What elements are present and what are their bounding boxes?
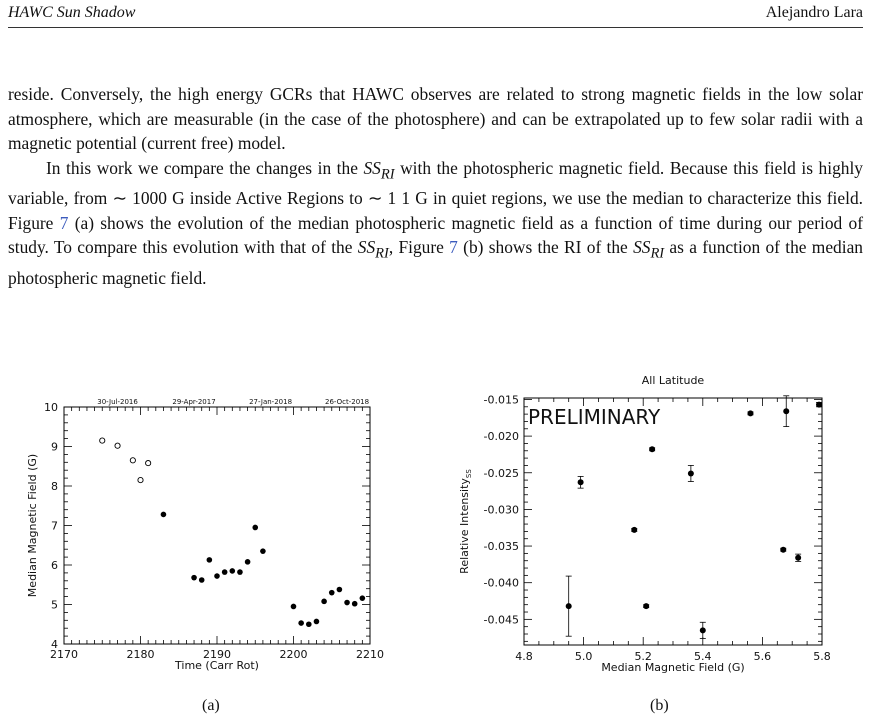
data-point	[191, 575, 197, 581]
data-point	[631, 527, 637, 533]
data-point	[780, 547, 786, 553]
x-tick-label: 5.6	[753, 650, 772, 663]
data-point	[230, 568, 236, 574]
y-tick-label: -0.015	[483, 393, 519, 407]
y-tick-label: -0.045	[483, 613, 519, 627]
data-point	[222, 569, 228, 575]
x-axis-label: Time (Carr Rot)	[175, 659, 259, 672]
data-point	[688, 470, 694, 476]
top-date-label: 26-Oct-2018	[325, 398, 370, 406]
x-tick-label: 2180	[126, 648, 155, 661]
top-date-label: 27-Jan-2018	[249, 398, 293, 406]
y-tick-label: -0.035	[483, 540, 519, 554]
data-point	[783, 408, 789, 414]
symbol-sub: RI	[375, 245, 389, 262]
data-point	[321, 599, 327, 605]
data-point	[260, 548, 266, 554]
text-run: In this work we compare the changes in the	[46, 157, 364, 178]
text-run: , Figure	[388, 237, 450, 258]
symbol-sub: RI	[380, 165, 395, 182]
data-point	[578, 479, 584, 485]
data-point	[700, 627, 706, 633]
text-run: as a function of the median photospheric magnetic field.	[8, 237, 863, 289]
y-tick-label: 6	[51, 559, 58, 572]
data-point	[252, 525, 258, 531]
y-tick-label: 4	[51, 638, 58, 651]
y-tick-label: -0.030	[483, 503, 519, 517]
paragraph-1: reside. Conversely, the high energy GCRs that HAWC observes are related to strong magnetic fields in the low solar atmosphere, which are measurable (in the case of the photosphere) and can be extrapolated up to few solar radii with a magnetic potential (current free) model.	[8, 84, 863, 153]
symbol-base: SS	[633, 237, 651, 258]
x-tick-label: 5.0	[574, 650, 593, 663]
data-point	[566, 603, 572, 609]
running-header-right: Alejandro Lara	[765, 4, 863, 21]
chart-title: All Latitude	[641, 374, 705, 387]
y-tick-label: 7	[51, 519, 58, 533]
x-axis-label: Median Magnetic Field (G)	[601, 661, 745, 674]
text-run: (a) shows the evolution of the median photospheric magnetic field as a function of time during our period of study. To compare this evolution with that of the	[8, 212, 863, 258]
y-axis-label-sub: SS	[465, 469, 473, 479]
data-point	[298, 620, 304, 626]
running-header-left: HAWC Sun Shadow	[8, 4, 136, 21]
data-point-open	[146, 460, 151, 465]
data-point	[199, 577, 205, 583]
y-tick-label: 5	[51, 598, 58, 612]
y-tick-label: -0.020	[483, 430, 519, 444]
y-tick-label: 10	[44, 401, 58, 414]
x-tick-label: 5.2	[634, 650, 652, 663]
data-point	[337, 587, 343, 593]
symbol-base: SS	[363, 157, 381, 178]
x-tick-label: 2190	[203, 648, 231, 661]
data-point	[161, 512, 167, 518]
y-axis-label: Relative Intensity$_{SS}$	[458, 469, 473, 574]
data-point	[795, 555, 801, 561]
data-point	[352, 601, 358, 607]
data-point	[643, 603, 649, 609]
symbol-base: SS	[357, 237, 376, 258]
data-point	[329, 590, 335, 596]
x-tick-label: 2210	[356, 648, 384, 661]
data-point	[207, 557, 213, 563]
data-point	[747, 410, 753, 416]
x-tick-label: 5.8	[813, 650, 831, 663]
top-date-label: 30-Jul-2016	[97, 398, 138, 406]
data-point	[306, 621, 312, 627]
symbol-sub: RI	[650, 245, 665, 262]
data-point-open	[138, 477, 143, 482]
figure-ref-link[interactable]: 7	[449, 237, 458, 258]
y-axis-label: Median Magnetic Field (G)	[26, 453, 39, 598]
plot-frame	[64, 407, 370, 644]
x-tick-label: 5.4	[694, 650, 712, 663]
data-point	[291, 604, 297, 610]
x-tick-label: 2200	[279, 648, 308, 661]
x-tick-label: 2170	[50, 648, 78, 661]
caption-a: (a)	[202, 697, 220, 714]
x-tick-label: 4.8	[515, 650, 533, 663]
caption-b: (b)	[650, 697, 669, 714]
text-run: with the photospheric magnetic field. Because this field is highly variable, from ∼ 1000 G inside Active Regions to ∼ 1 1 G in quiet regions, we use the median to characterize this field. Figure	[8, 157, 863, 233]
data-point	[649, 446, 655, 452]
data-point	[245, 559, 251, 565]
data-point	[214, 573, 220, 579]
data-point	[344, 600, 350, 606]
data-point-open	[130, 458, 135, 463]
y-tick-label: 9	[51, 440, 58, 454]
figure-ref-link[interactable]: 7	[59, 212, 69, 233]
data-point-open	[115, 443, 120, 448]
preliminary-annotation: PRELIMINARY	[528, 405, 661, 429]
y-tick-label: 8	[51, 480, 58, 493]
y-tick-label: -0.040	[483, 576, 519, 590]
y-tick-label: -0.025	[483, 466, 519, 480]
top-date-label: 29-Apr-2017	[172, 398, 216, 406]
data-point	[314, 619, 320, 625]
data-point	[816, 402, 822, 408]
data-point-open	[100, 438, 105, 443]
data-point	[237, 569, 243, 575]
text-run: (b) shows the RI of the	[457, 237, 634, 258]
data-point	[360, 595, 366, 601]
